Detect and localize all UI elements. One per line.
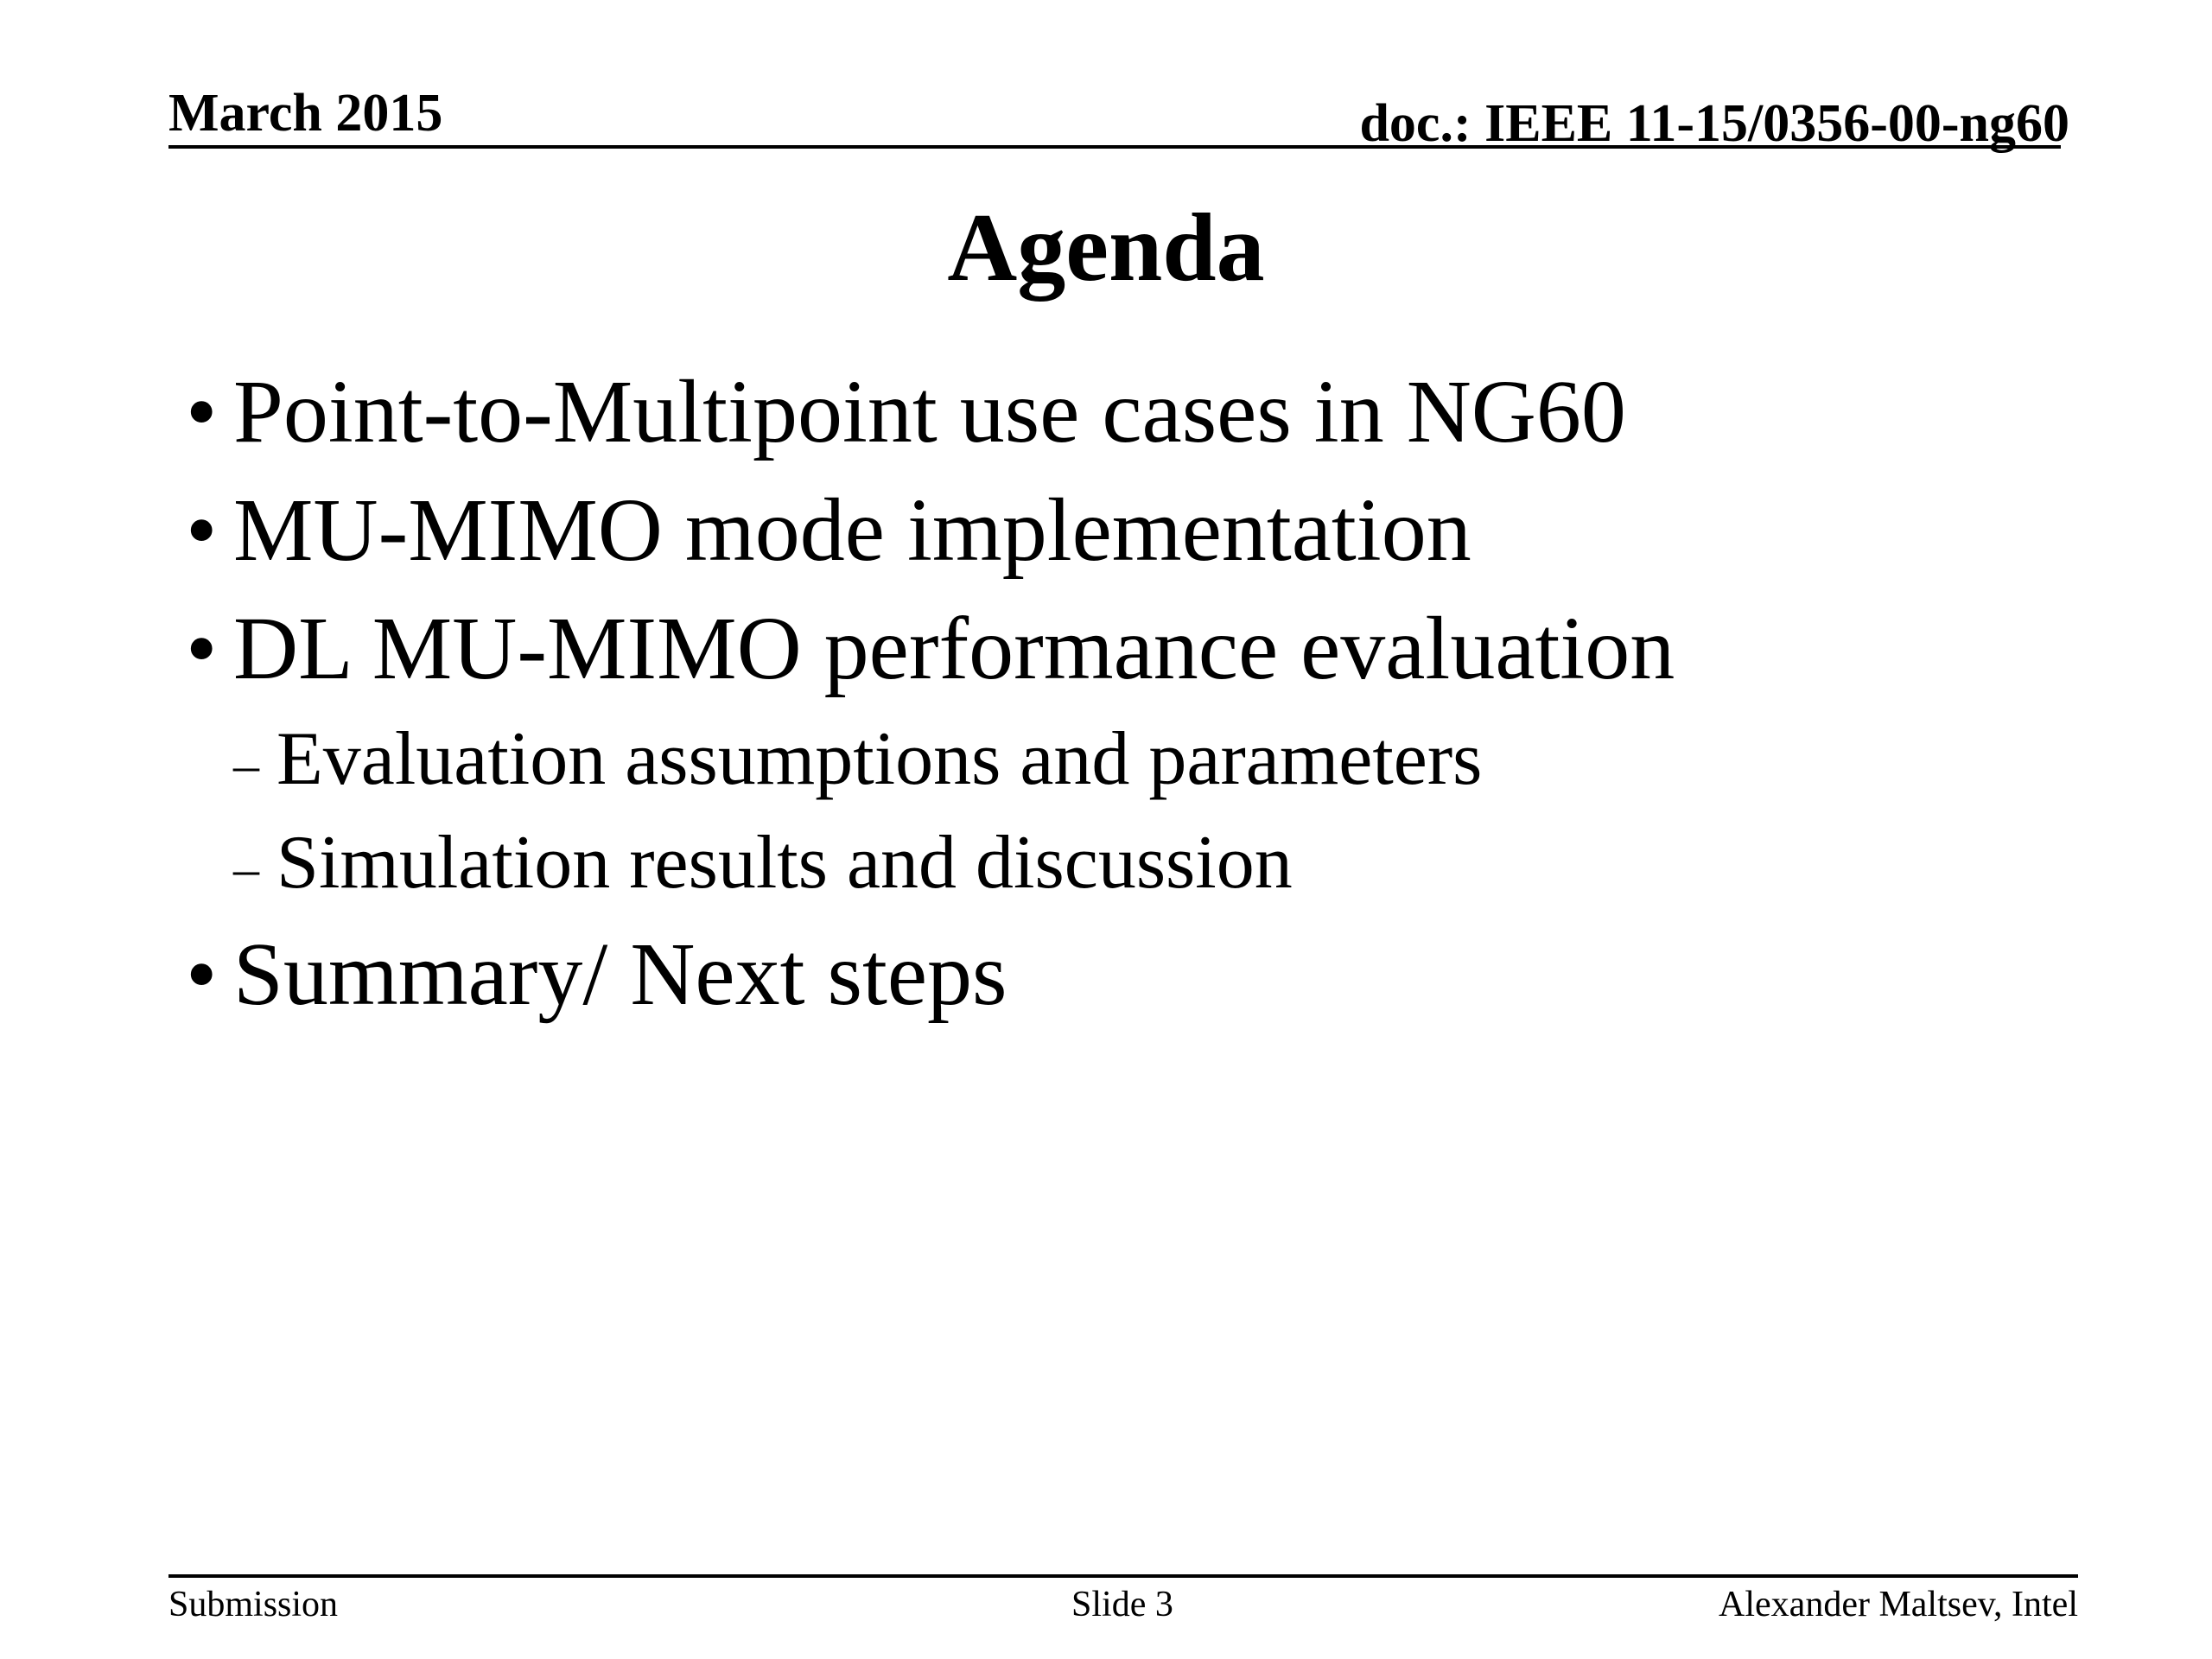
agenda-item	[186, 363, 2173, 481]
agenda-item	[186, 481, 2173, 600]
header-divider	[168, 145, 2061, 149]
agenda-item-text: DL MU-MIMO performance evaluation	[233, 599, 1675, 698]
bullet-marker: •	[186, 362, 218, 461]
footer-slide-number: Slide 3	[1071, 1585, 1173, 1624]
header-date: March 2015	[168, 84, 443, 143]
slide-title: Agenda	[947, 194, 1265, 302]
agenda-list	[186, 363, 2173, 1044]
bullet-marker: •	[186, 925, 218, 1024]
header-document-id: doc.: IEEE 11-15/0356-00-ng60	[1359, 94, 2069, 153]
sub-bullet-marker: –	[233, 736, 259, 793]
footer-author: Alexander Maltsev, Intel	[1719, 1585, 2078, 1624]
agenda-item	[186, 600, 2173, 718]
agenda-item-text: Summary/ Next steps	[233, 925, 1007, 1024]
agenda-subitem-text: Evaluation assumptions and parameters	[276, 717, 1483, 801]
bullet-marker: •	[186, 599, 218, 698]
footer-submission: Submission	[168, 1585, 339, 1624]
agenda-item	[186, 925, 2173, 1044]
bullet-marker: •	[186, 480, 218, 580]
footer-divider	[168, 1574, 2078, 1578]
agenda-subitem	[186, 718, 2173, 822]
agenda-item-text: MU-MIMO mode implementation	[233, 480, 1471, 580]
sub-bullet-marker: –	[233, 840, 259, 897]
agenda-item-text: Point-to-Multipoint use cases in NG60	[233, 362, 1626, 461]
agenda-subitem	[186, 822, 2173, 925]
agenda-subitem-text: Simulation results and discussion	[276, 821, 1293, 905]
